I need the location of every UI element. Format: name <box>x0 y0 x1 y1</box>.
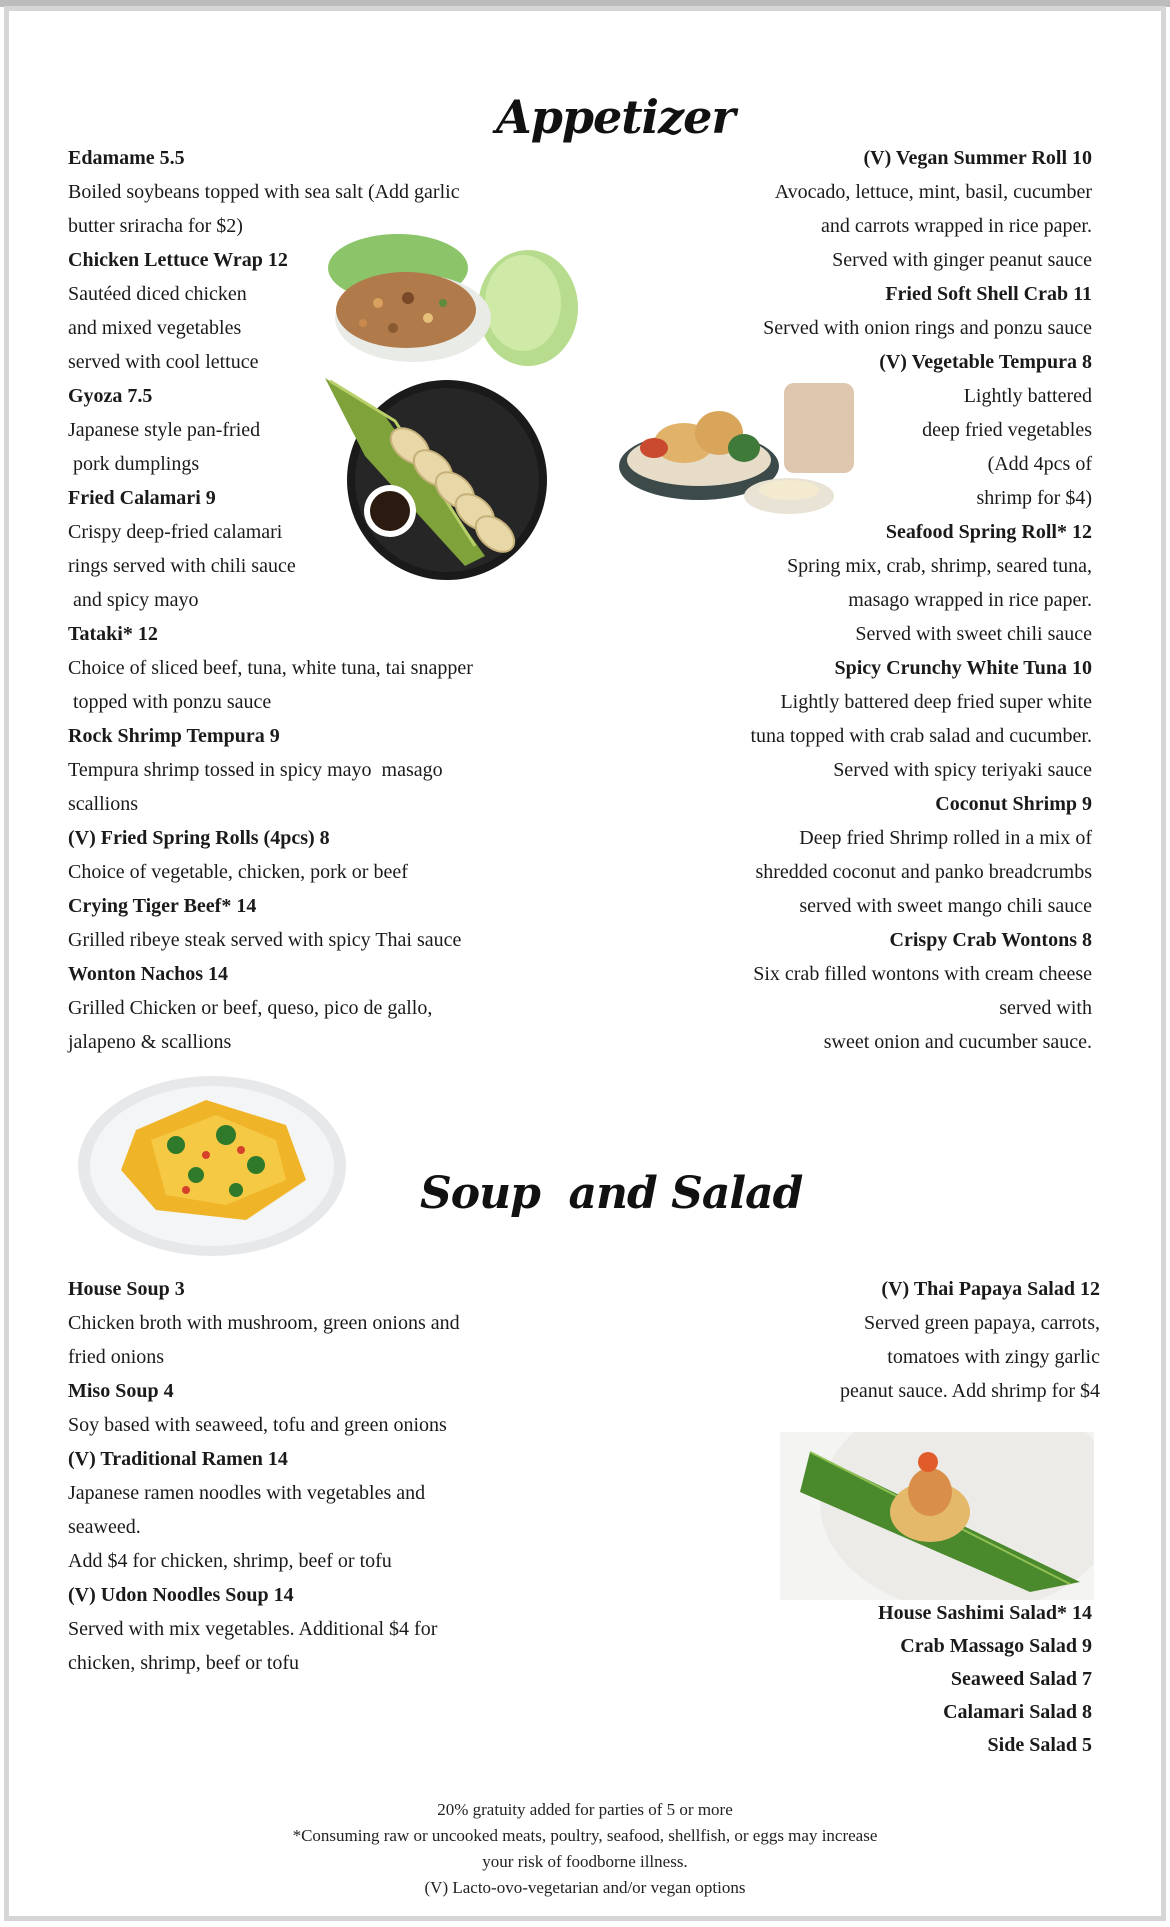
menu-item-name: Rock Shrimp Tempura 9 <box>68 725 280 747</box>
menu-item-name: Gyoza 7.5 <box>68 385 153 407</box>
menu-item-description: chicken, shrimp, beef or tofu <box>68 1652 300 1674</box>
menu-item-name: Crying Tiger Beef* 14 <box>68 895 257 917</box>
menu-item-description: Six crab filled wontons with cream cheese <box>753 963 1092 985</box>
menu-item-description: and spicy mayo <box>68 589 199 611</box>
menu-item-name: Tataki* 12 <box>68 623 158 645</box>
salad-item: Calamari Salad 8 <box>943 1701 1092 1723</box>
menu-item-name: Miso Soup 4 <box>68 1380 174 1402</box>
menu-item-description: tuna topped with crab salad and cucumber. <box>750 725 1092 747</box>
menu-item-name: Fried Calamari 9 <box>68 487 216 509</box>
menu-item-description: Choice of sliced beef, tuna, white tuna, tai snapper <box>68 657 473 679</box>
menu-item-description: shredded coconut and panko breadcrumbs <box>755 861 1092 883</box>
menu-item-name: House Soup 3 <box>68 1278 185 1300</box>
menu-item-description: (Add 4pcs of <box>987 453 1092 475</box>
menu-item-description: seaweed. <box>68 1516 141 1538</box>
menu-item-name: (V) Thai Papaya Salad 12 <box>881 1278 1100 1300</box>
vegetable-tempura-photo <box>614 378 858 518</box>
wonton-nachos-photo <box>76 1070 348 1258</box>
menu-item-description: Lightly battered <box>963 385 1092 407</box>
menu-item-name: (V) Traditional Ramen 14 <box>68 1448 288 1470</box>
menu-item-description: Japanese ramen noodles with vegetables and <box>68 1482 426 1504</box>
lettuce-wrap-photo <box>318 228 583 368</box>
soup-salad-heading: Soup and Salad <box>420 1168 803 1219</box>
menu-item-description: peanut sauce. Add shrimp for $4 <box>840 1380 1100 1402</box>
menu-item-description: shrimp for $4) <box>976 487 1092 509</box>
menu-item-description: Grilled ribeye steak served with spicy Thai sauce <box>68 929 462 951</box>
menu-item-description: Served with ginger peanut sauce <box>832 249 1092 271</box>
salad-right-column <box>620 1272 1100 1408</box>
menu-item-description: pork dumplings <box>68 453 200 475</box>
menu-item-description: Served with onion rings and ponzu sauce <box>763 317 1092 339</box>
menu-item-name: (V) Udon Noodles Soup 14 <box>68 1584 294 1606</box>
menu-footer <box>0 1797 1170 1901</box>
footer-note: your risk of foodborne illness. <box>482 1852 688 1871</box>
menu-item-description: tomatoes with zingy garlic <box>887 1346 1100 1368</box>
menu-item-description: served with sweet mango chili sauce <box>799 895 1092 917</box>
menu-item-description: Avocado, lettuce, mint, basil, cucumber <box>774 181 1092 203</box>
salad-item: House Sashimi Salad* 14 <box>878 1602 1092 1624</box>
menu-item-name: Wonton Nachos 14 <box>68 963 229 985</box>
menu-item-description: Served with sweet chili sauce <box>855 623 1092 645</box>
salad-item: Crab Massago Salad 9 <box>900 1635 1092 1657</box>
menu-item-description: Lightly battered deep fried super white <box>780 691 1092 713</box>
salad-list <box>612 1597 1092 1762</box>
menu-item-description: Spring mix, crab, shrimp, seared tuna, <box>787 555 1092 577</box>
menu-item-description: jalapeno & scallions <box>68 1031 232 1053</box>
menu-item-name: Chicken Lettuce Wrap 12 <box>68 249 288 271</box>
menu-item-description: Add $4 for chicken, shrimp, beef or tofu <box>68 1550 392 1572</box>
salad-item: Side Salad 5 <box>987 1734 1092 1756</box>
footer-note: 20% gratuity added for parties of 5 or more <box>437 1800 733 1819</box>
menu-item-description: Deep fried Shrimp rolled in a mix of <box>799 827 1092 849</box>
menu-item-description: Served green papaya, carrots, <box>864 1312 1100 1334</box>
menu-item-name: Crispy Crab Wontons 8 <box>889 929 1092 951</box>
menu-item-description: deep fried vegetables <box>922 419 1092 441</box>
menu-item-description: Chicken broth with mushroom, green onions and <box>68 1312 460 1334</box>
menu-item-description: Served with mix vegetables. Additional $4 for <box>68 1618 438 1640</box>
menu-item-description: and mixed vegetables <box>68 317 242 339</box>
gyoza-photo <box>325 376 550 584</box>
menu-item-description: Tempura shrimp tossed in spicy mayo masago <box>68 759 443 781</box>
footer-note: *Consuming raw or uncooked meats, poultry, seafood, shellfish, or eggs may increase <box>292 1826 878 1845</box>
menu-item-description: served with cool lettuce <box>68 351 259 373</box>
appetizer-heading: Appetizer <box>496 90 735 144</box>
menu-item-description: sweet onion and cucumber sauce. <box>823 1031 1092 1053</box>
menu-item-name: Seafood Spring Roll* 12 <box>885 521 1092 543</box>
menu-item-description: Soy based with seaweed, tofu and green onions <box>68 1414 447 1436</box>
menu-item-name: Fried Soft Shell Crab 11 <box>885 283 1092 305</box>
footer-note: (V) Lacto-ovo-vegetarian and/or vegan options <box>424 1878 746 1897</box>
menu-item-description: and carrots wrapped in rice paper. <box>821 215 1092 237</box>
menu-item-description: Crispy deep-fried calamari <box>68 521 283 543</box>
menu-item-name: (V) Vegetable Tempura 8 <box>879 351 1092 373</box>
salad-item: Seaweed Salad 7 <box>950 1668 1092 1690</box>
appetizer-right-column <box>532 141 1092 1059</box>
menu-item-description: Sautéed diced chicken <box>68 283 247 305</box>
menu-item-description: fried onions <box>68 1346 165 1368</box>
menu-item-description: topped with ponzu sauce <box>68 691 272 713</box>
menu-item-name: (V) Vegan Summer Roll 10 <box>863 147 1092 169</box>
menu-item-description: rings served with chili sauce <box>68 555 296 577</box>
menu-item-description: Choice of vegetable, chicken, pork or beef <box>68 861 408 883</box>
menu-item-description: Japanese style pan-fried <box>68 419 261 441</box>
menu-item-name: Coconut Shrimp 9 <box>935 793 1092 815</box>
menu-item-name: Spicy Crunchy White Tuna 10 <box>834 657 1092 679</box>
menu-item-name: Edamame 5.5 <box>68 147 185 169</box>
soup-left-column <box>68 1272 460 1680</box>
menu-item-description: Served with spicy teriyaki sauce <box>833 759 1092 781</box>
menu-item-description: butter sriracha for $2) <box>68 215 243 237</box>
papaya-salad-photo <box>780 1432 1094 1600</box>
menu-item-description: Grilled Chicken or beef, queso, pico de gallo, <box>68 997 433 1019</box>
menu-item-description: scallions <box>68 793 138 815</box>
menu-item-description: masago wrapped in rice paper. <box>848 589 1092 611</box>
menu-item-name: (V) Fried Spring Rolls (4pcs) 8 <box>68 827 330 849</box>
menu-item-description: Boiled soybeans topped with sea salt (Add garlic <box>68 181 460 203</box>
menu-item-description: served with <box>999 997 1092 1019</box>
